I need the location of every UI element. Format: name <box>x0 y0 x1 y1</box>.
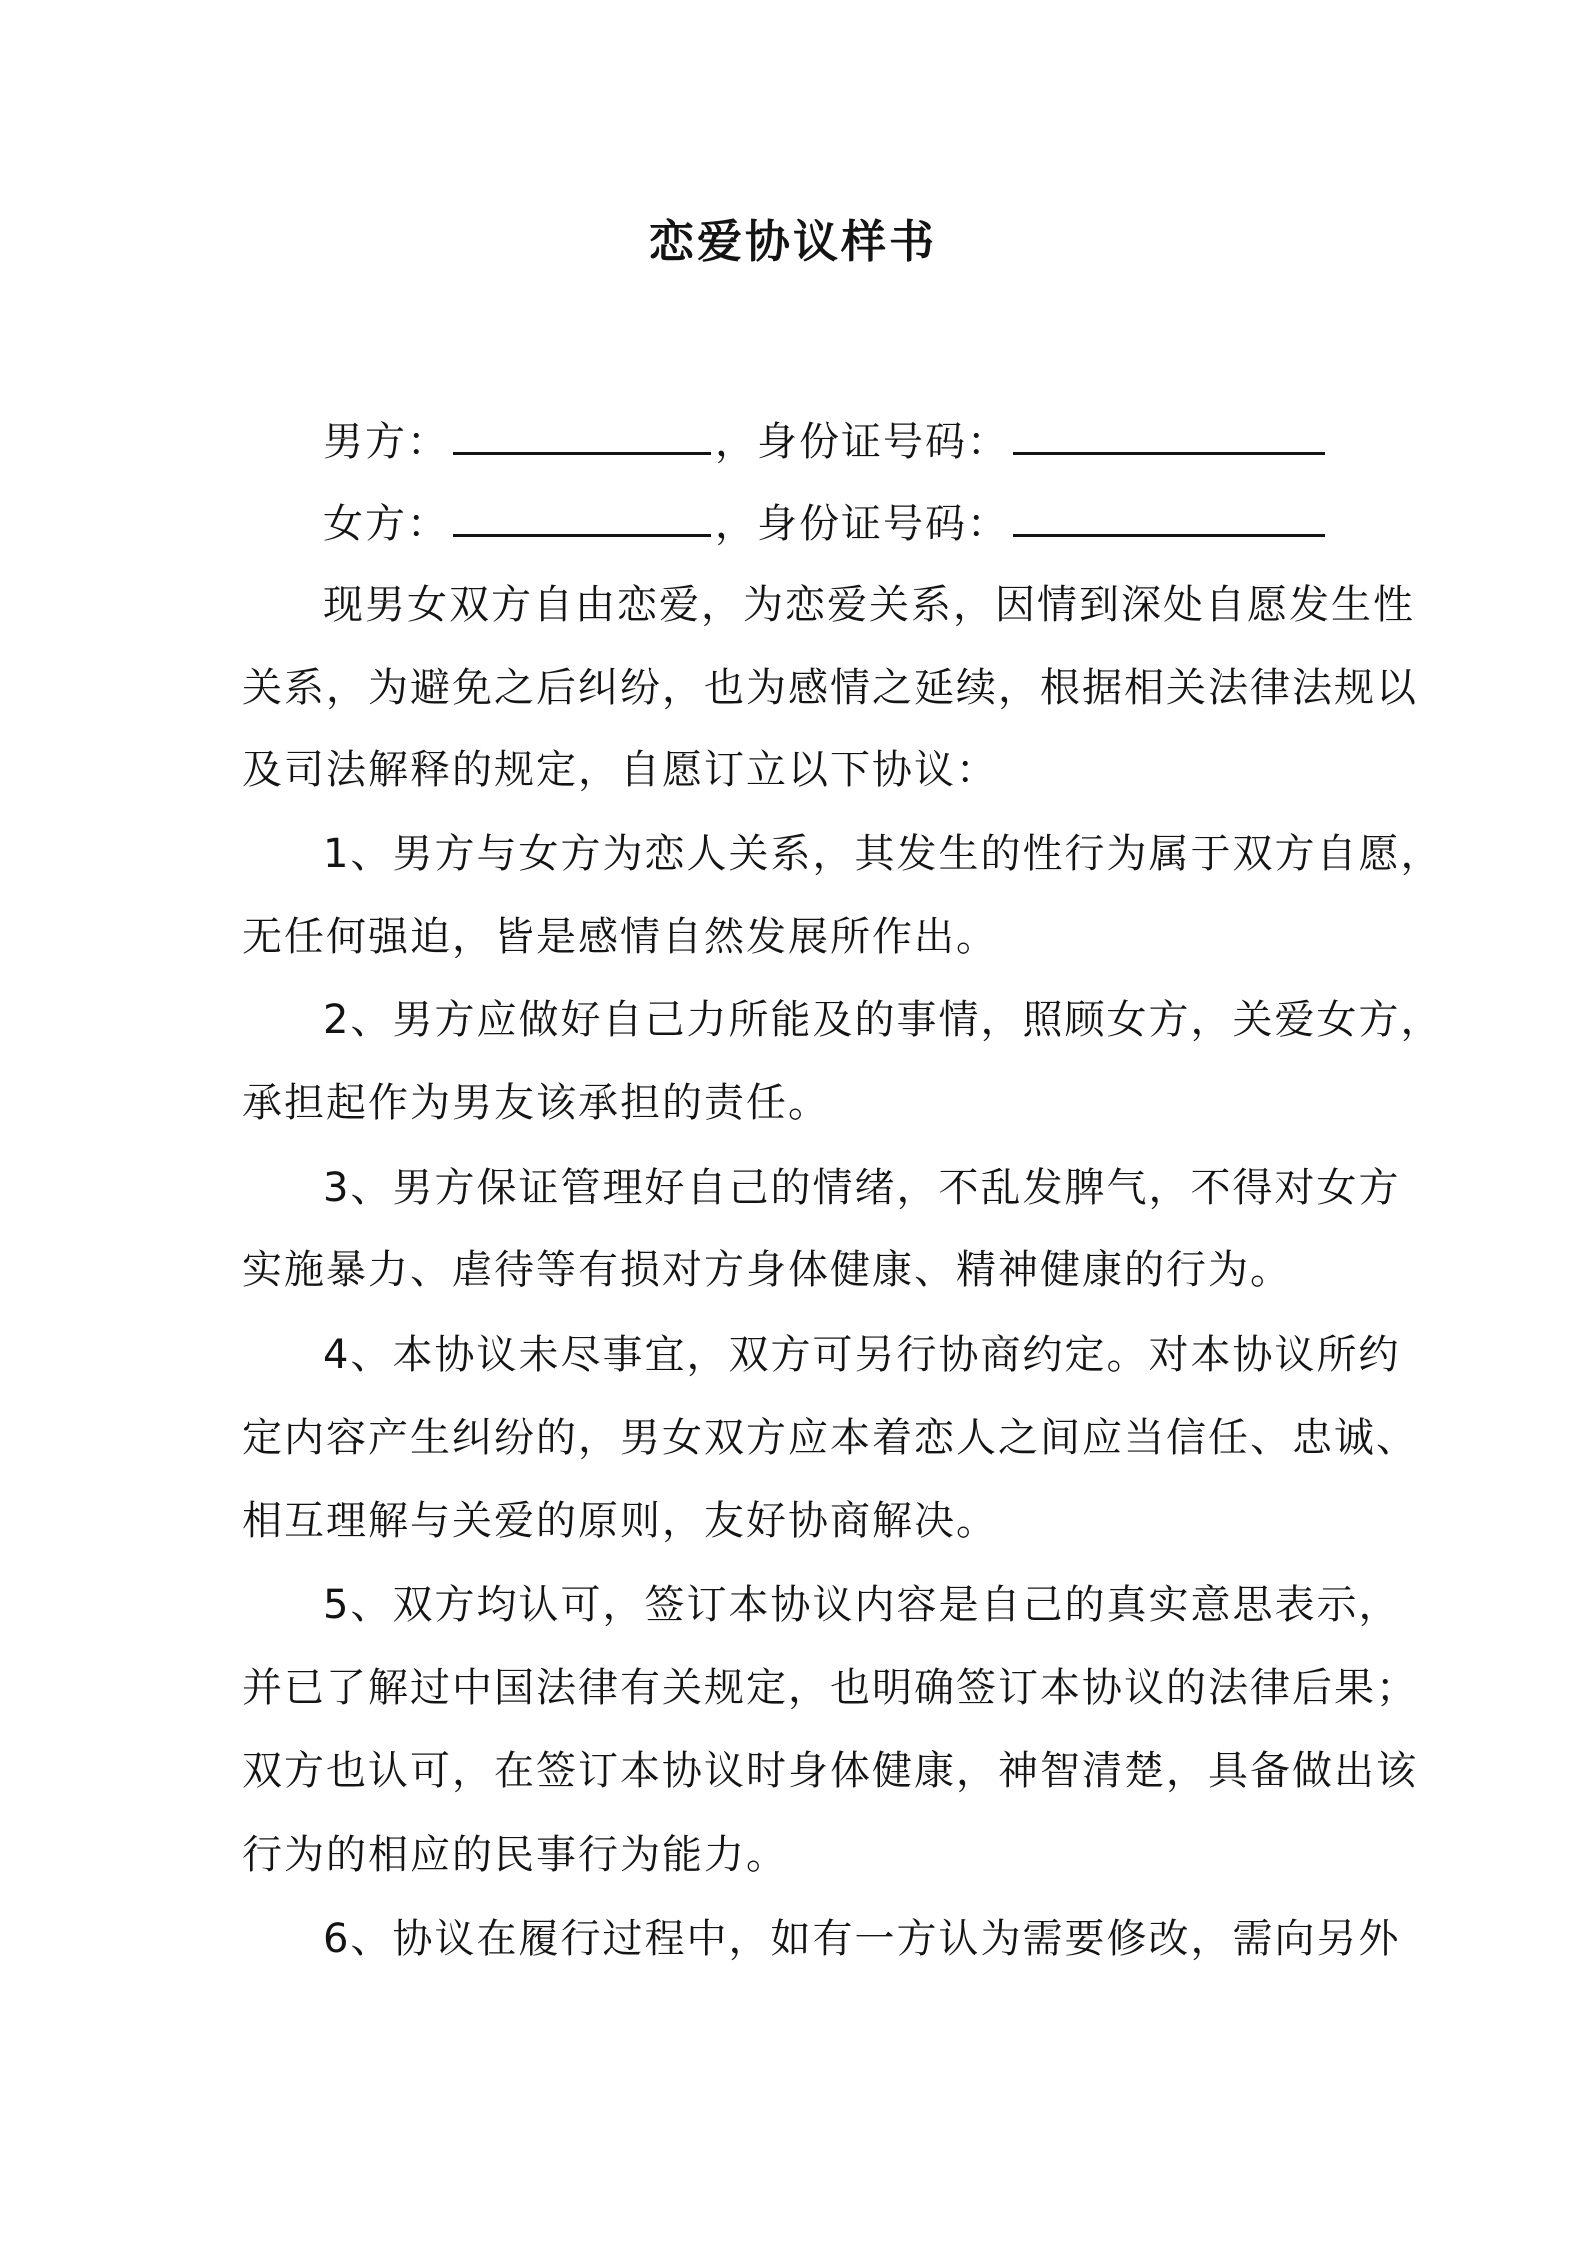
clause-5-line-4: 行为的相应的民事行为能力。 <box>242 1832 788 1878</box>
clause-5-line-3: 双方也认可，在签订本协议时身体健康，神智清楚，具备做出该 <box>242 1748 1418 1794</box>
clause-1-line-2: 无任何强迫，皆是感情自然发展所作出。 <box>242 914 998 960</box>
male-party-line <box>323 414 1329 470</box>
female-id-label: ，身份证号码： <box>715 501 1009 547</box>
preamble-line-3: 及司法解释的规定，自愿订立以下协议： <box>242 747 998 793</box>
female-id-blank[interactable] <box>1013 500 1325 537</box>
clause-4-line-2: 定内容产生纠纷的，男女双方应本着恋人之间应当信任、忠诚、 <box>242 1415 1418 1461</box>
female-party-line <box>323 496 1329 552</box>
document-title: 恋爱协议样书 <box>648 215 937 268</box>
preamble-line-1: 现男女双方自由恋爱，为恋爱关系，因情到深处自愿发生性 <box>323 582 1415 628</box>
male-id-blank[interactable] <box>1013 418 1325 455</box>
clause-3-line-1: 3、男方保证管理好自己的情绪，不乱发脾气，不得对女方 <box>323 1165 1401 1211</box>
male-label: 男方： <box>323 419 449 465</box>
male-id-label: ，身份证号码： <box>715 419 1009 465</box>
female-label: 女方： <box>323 501 449 547</box>
clause-4-line-3: 相互理解与关爱的原则，友好协商解决。 <box>242 1498 998 1544</box>
clause-3-line-2: 实施暴力、虐待等有损对方身体健康、精神健康的行为。 <box>242 1247 1292 1293</box>
clause-4-line-1: 4、本协议未尽事宜，双方可另行协商约定。对本协议所约 <box>323 1332 1401 1378</box>
female-name-blank[interactable] <box>453 500 711 537</box>
clause-2-line-2: 承担起作为男友该承担的责任。 <box>242 1080 830 1126</box>
clause-5-line-2: 并已了解过中国法律有关规定，也明确签订本协议的法律后果； <box>242 1665 1418 1711</box>
male-name-blank[interactable] <box>453 418 711 455</box>
clause-2-line-1: 2、男方应做好自己力所能及的事情，照顾女方，关爱女方， <box>323 997 1443 1043</box>
clause-5-line-1: 5、双方均认可，签订本协议内容是自己的真实意思表示， <box>323 1582 1401 1628</box>
clause-6-line-1: 6、协议在履行过程中，如有一方认为需要修改，需向另外 <box>323 1916 1401 1962</box>
preamble-line-2: 关系，为避免之后纠纷，也为感情之延续，根据相关法律法规以 <box>242 665 1418 711</box>
clause-1-line-1: 1、男方与女方为恋人关系，其发生的性行为属于双方自愿， <box>323 831 1443 877</box>
